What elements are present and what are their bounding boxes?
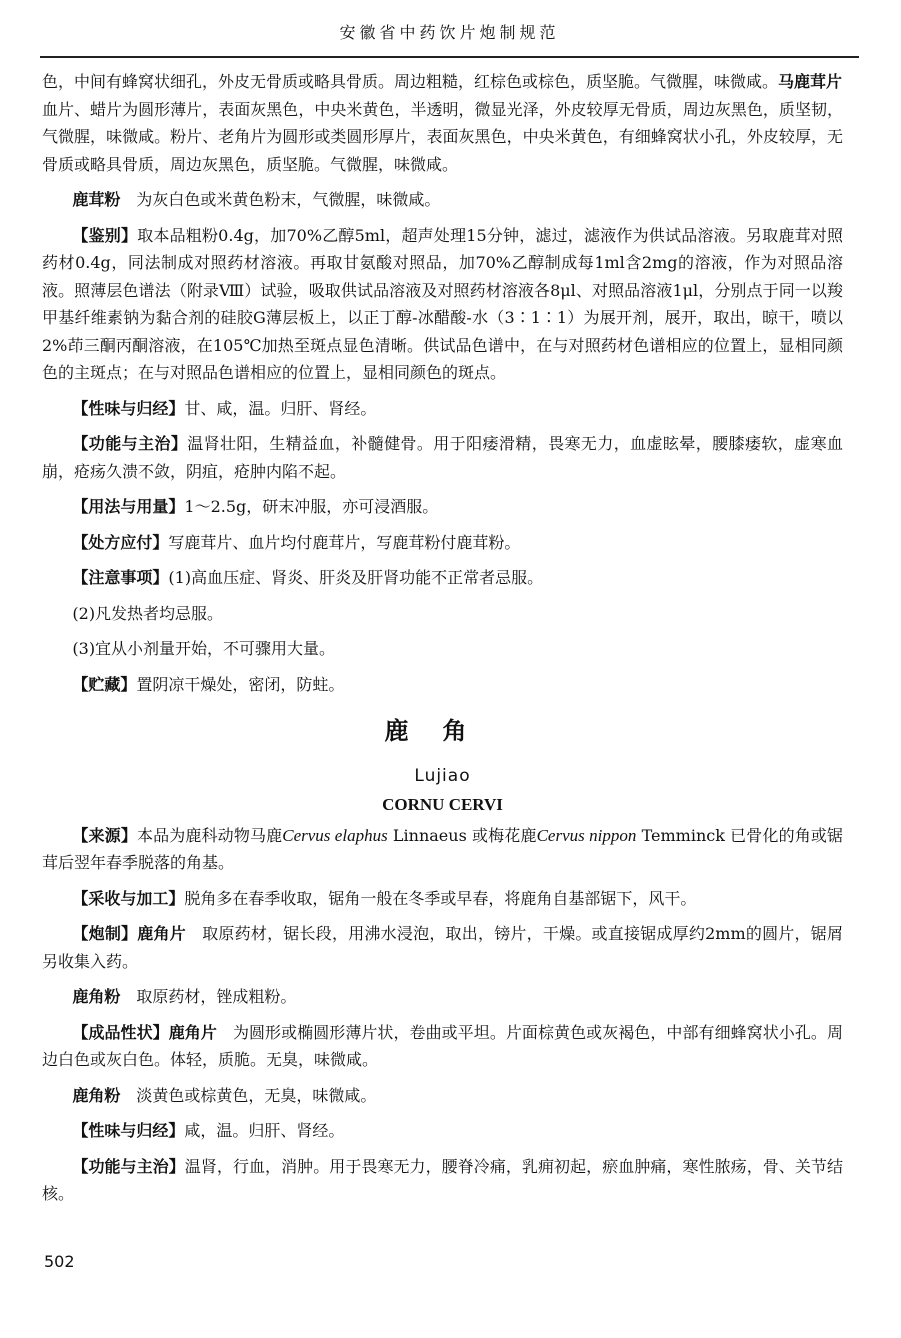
section-label: 【功能与主治】 <box>72 434 188 453</box>
precaution-item: (3)宜从小剂量开始，不可骤用大量。 <box>72 639 336 658</box>
subheading-lujiao-powder: 鹿角粉 <box>72 987 121 1006</box>
section-label: 【用法与用量】 <box>72 497 185 516</box>
section-nature-meridian <box>42 395 843 423</box>
section-precautions <box>42 564 843 592</box>
subheading-maluerong-slice: 马鹿茸片 <box>778 72 843 91</box>
text: 淡黄色或棕黄色，无臭，味微咸。 <box>120 1085 377 1105</box>
section-label: 【功能与主治】 <box>72 1156 185 1176</box>
text: 温肾，行血，消肿。用于畏寒无力，腰脊冷痛，乳痈初起，瘀血肿痛，寒性脓疡，骨、关节结核。 <box>42 1156 843 1203</box>
paragraph-lujiao-powder-properties <box>42 1082 843 1110</box>
section-label: 【贮藏】 <box>72 674 137 694</box>
section-prescription <box>42 529 843 557</box>
text: 为圆形或椭圆形薄片状，卷曲或平坦。片面棕黄色或灰褐色，中部有细蜂窝状小孔。周边白色或灰白色。体轻，质脆。无臭，味微咸。 <box>42 1022 843 1069</box>
section-label: 【炮制】 <box>72 924 138 943</box>
text: 血片、蜡片为圆形薄片，表面灰黑色，中央米黄色，半透明，微显光泽，外皮较厚无骨质，周边灰黑色，质坚韧，气微腥，味微咸。粉片、老角片为圆形或类圆形厚片，表面灰黑色，中央米黄色，有细蜂窝状小孔，外皮较厚，无骨质或略具骨质，周边灰黑色，质坚脆。气微腥，味微咸。 <box>42 72 859 174</box>
subheading-lurong-powder: 鹿茸粉 <box>72 190 121 209</box>
section-label: 【采收与加工】 <box>72 888 185 908</box>
text: 色，中间有蜂窝状细孔，外皮无骨质或略具骨质。周边粗糙，红棕色或棕色，质坚脆。气微腥，味微咸。 <box>42 72 779 91</box>
header-title: 安徽省中药饮片炮制规范 <box>339 23 560 42</box>
text: 写鹿茸片、血片均付鹿茸片，写鹿茸粉付鹿茸粉。 <box>168 532 521 552</box>
section-label: 【注意事项】 <box>72 568 169 587</box>
text: 为灰白色或米黄色粉末，气微腥，味微咸。 <box>120 190 441 209</box>
text: Linnaeus 或梅花鹿 <box>387 825 537 845</box>
section-function-indication <box>42 1153 843 1208</box>
text: 本品为鹿科动物马鹿 <box>136 825 283 845</box>
text: 温肾壮阳，生精益血，补髓健骨。用于阳痿滑精，畏寒无力，血虚眩晕，腰膝痿软，虚寒血崩，疮疡久溃不敛，阴疽，疮肿内陷不起。 <box>42 434 843 481</box>
section-label: 【性味与归经】 <box>72 398 185 418</box>
paragraph-lujiao-powder-processing <box>42 983 843 1011</box>
subheading-lujiao-slice: 鹿角片 <box>168 1022 217 1042</box>
section-source <box>42 822 843 877</box>
section-label: 【鉴别】 <box>72 225 138 245</box>
text: 1～2.5g，研末冲服，亦可浸酒服。 <box>184 497 439 516</box>
monograph-pinyin: Lujiao <box>414 765 471 786</box>
section-usage-dosage <box>42 493 843 521</box>
paragraph-lurong-powder <box>42 186 843 214</box>
text: 取原药材，锯长段，用沸水浸泡，取出，镑片，干燥。或直接锯成厚约2mm的圆片，锯屑另收集入药。 <box>42 924 843 971</box>
section-label: 【成品性状】 <box>72 1022 169 1042</box>
text: 取本品粗粉0.4g，加70%乙醇5ml，超声处理15分钟，滤过，滤液作为供试品溶液。另取鹿茸对照药材0.4g，同法制成对照药材溶液。再取甘氨酸对照品，加70%乙醇制成每1ml含2mg的溶液，作为对照品溶液。照薄层色谱法（附录Ⅷ）试验，吸取供试品溶液及对照药材溶液各8μl、对照品溶液1μl，分别点于同一以羧甲基纤维素钠为黏合剂的硅胶G薄层板上，以正丁醇-冰醋酸-水（3∶1∶1）为展开剂，展开，取出，晾干，喷以2%茚三酮丙酮溶液，在105℃加热至斑点显色清晰。供试品色谱中，在与对照药材色谱相应的位置上，显相同颜色的主斑点；在与对照品色谱相应的位置上，显相同颜色的斑点。 <box>42 225 843 382</box>
paragraph-lurong-description <box>42 68 859 178</box>
section-product-properties <box>42 1019 843 1074</box>
text: 甘、咸，温。归肝、肾经。 <box>184 398 377 418</box>
section-label: 【性味与归经】 <box>72 1121 185 1140</box>
monograph-title: 鹿角 <box>384 717 501 745</box>
text: 置阴凉干燥处，密闭，防蛀。 <box>136 674 345 694</box>
running-header <box>40 16 859 58</box>
text: (1)高血压症、肾炎、肝炎及肝肾功能不正常者忌服。 <box>168 568 544 587</box>
text: Temminck 已骨化的角或锯茸后翌年春季脱落的角基。 <box>42 825 843 872</box>
section-harvest <box>42 885 843 913</box>
text: 取原药材，锉成粗粉。 <box>120 987 297 1006</box>
section-identification <box>42 222 843 387</box>
precaution-item: (2)凡发热者均忌服。 <box>72 603 224 623</box>
section-storage <box>42 671 843 699</box>
monograph-latin-name: CORNU CERVI <box>382 794 503 814</box>
subheading-lujiao-slice: 鹿角片 <box>137 924 186 943</box>
page-number: 502 <box>44 1252 75 1271</box>
species-name: Cervus nippon <box>536 825 637 845</box>
page-body <box>42 68 859 1208</box>
section-processing <box>42 920 843 975</box>
text: 脱角多在春季收取，锯角一般在冬季或早春，将鹿角自基部锯下，风干。 <box>184 888 697 908</box>
subheading-lujiao-powder: 鹿角粉 <box>72 1085 121 1105</box>
text: 咸，温。归肝、肾经。 <box>184 1121 345 1140</box>
section-nature-meridian <box>42 1117 843 1145</box>
section-function-indication <box>42 430 843 485</box>
section-label: 【来源】 <box>72 825 137 845</box>
species-name: Cervus elaphus <box>282 825 388 845</box>
section-label: 【处方应付】 <box>72 532 169 552</box>
